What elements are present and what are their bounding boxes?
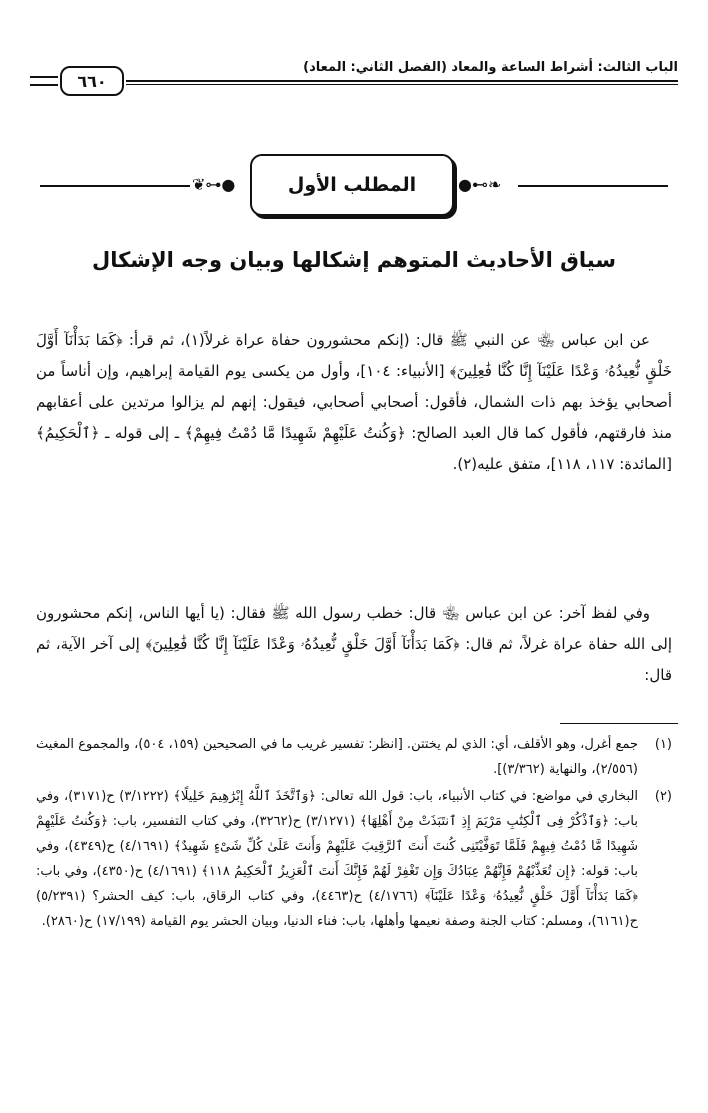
page-number-ornament xyxy=(30,76,58,86)
footnotes xyxy=(36,732,672,936)
section-banner xyxy=(40,150,668,220)
banner-title: المطلب الأول xyxy=(287,174,417,196)
footnote-text: البخاري في مواضع: في كتاب الأنبياء، باب: قول الله تعالى: ﴿وَٱتَّخَذَ ٱللَّهُ إِبْرَٰهِيمَ خَلِيلًا﴾ (٣/١٢٢٢) ح(٣١٧١)، وفي باب: ﴿وَٱذْكُرْ فِى ٱلْكِتَٰبِ مَرْيَمَ إِذِ ٱنتَبَذَتْ مِنْ أَهْلِهَا﴾ (٣/١٢٧١) ح(٣٢٦٢)، وفي كتاب التفسير، باب: ﴿وَكُنتُ عَلَيْهِمْ شَهِيدًا مَّا دُمْتُ فِيهِمْ فَلَمَّا تَوَفَّيْتَنِى كُنتَ أَنتَ ٱلرَّقِيبَ عَلَيْهِمْ وَأَنتَ عَلَىٰ كُلِّ شَىْءٍ شَهِيدٌ﴾ (٤/١٦٩١) ح(٤٣٤٩)، وفي باب: قوله: ﴿إِن تُعَذِّبْهُمْ فَإِنَّهُمْ عِبَادُكَ وَإِن تَغْفِرْ لَهُمْ فَإِنَّكَ أَنتَ ٱلْعَزِيزُ ٱلْحَكِيمُ ١١٨﴾ (٤/١٦٩١) ح(٤٣٥٠)، وفي باب: ﴿كَمَا بَدَأْنَآ أَوَّلَ خَلْقٍ نُّعِيدُهُۥ وَعْدًا عَلَيْنَآ﴾ (٤/١٧٦٦) ح(٤٤٦٣)، وفي كتاب الرقاق، باب: كيف الحشر؟ (٥/٢٣٩١) ح(٦١٦١)، ومسلم: كتاب الجنة وصفة نعيمها وأهلها، باب: فناء الدنيا، وبيان الحشر يوم القيامة (١٧/١٩٩) ح(٢٨٦٠). xyxy=(36,789,638,929)
footnote-1 xyxy=(36,732,672,782)
header-rule xyxy=(126,80,678,85)
footnote-2 xyxy=(36,784,672,934)
paragraph-1 xyxy=(36,325,672,480)
page-number: ٦٦٠ xyxy=(77,71,107,91)
paragraph-2-text: وفي لفظ آخر: عن ابن عباس ﵄ قال: خطب رسول الله ﷺ فقال: (يا أيها الناس، إنكم محشورون إلى الله حفاة عراة غرلاً، ثم قال: ﴿كَمَا بَدَأْنَآ أَوَّلَ خَلْقٍ نُّعِيدُهُۥ وَعْدًا عَلَيْنَآ إِنَّا كُنَّا فَٰعِلِينَ﴾ إلى آخر الآية، ثم قال: xyxy=(36,604,672,684)
banner-box xyxy=(250,154,454,216)
footnote-separator xyxy=(560,723,678,724)
main-heading: سياق الأحاديث المتوهم إشكالها وبيان وجه الإشكال xyxy=(91,248,617,272)
banner-ornament-right-icon: ●⊷❧ xyxy=(458,175,502,194)
paragraph-2 xyxy=(36,598,672,691)
banner-ornament-left-icon: ❦⊶● xyxy=(192,175,236,194)
banner-rule-right xyxy=(518,185,668,187)
footnote-text: جمع أغرل، وهو الأقلف، أي: الذي لم يختتن. [انظر: تفسير غريب ما في الصحيحين (١٥٩، ٥٠٤)، والمجموع المغيث (٢/٥٥٦)، والنهاية (٣/٣٦٢)]. xyxy=(36,737,639,777)
running-title: الباب الثالث: أشراط الساعة والمعاد (الفصل الثاني: المعاد) xyxy=(303,60,678,75)
page-header xyxy=(30,56,678,102)
footnote-number: (١) xyxy=(654,737,672,752)
banner-rule-left xyxy=(40,185,190,187)
page-number-box xyxy=(60,66,124,96)
footnote-number: (٢) xyxy=(654,789,672,804)
paragraph-1-text: عن ابن عباس ﵄ عن النبي ﷺ قال: (إنكم محشورون حفاة عراة غرلاً(١)، ثم قرأ: ﴿كَمَا بَدَأْنَآ أَوَّلَ خَلْقٍ نُّعِيدُهُۥ وَعْدًا عَلَيْنَآ إِنَّا كُنَّا فَٰعِلِينَ﴾ [الأنبياء: ١٠٤]، وأول من يكسى يوم القيامة إبراهيم، وإن أناساً من أصحابي يؤخذ بهم ذات الشمال، فأقول: أصحابي أصحابي، فيقول: إنهم لم يزالوا مرتدين على أعقابهم منذ فارقتهم، فأقول كما قال العبد الصالح: ﴿وَكُنتُ عَلَيْهِمْ شَهِيدًا مَّا دُمْتُ فِيهِمْ﴾ ـ إلى قوله ـ ﴿ٱلْحَكِيمُ﴾ [المائدة: ١١٧، ١١٨]، متفق عليه(٢). xyxy=(36,331,672,473)
